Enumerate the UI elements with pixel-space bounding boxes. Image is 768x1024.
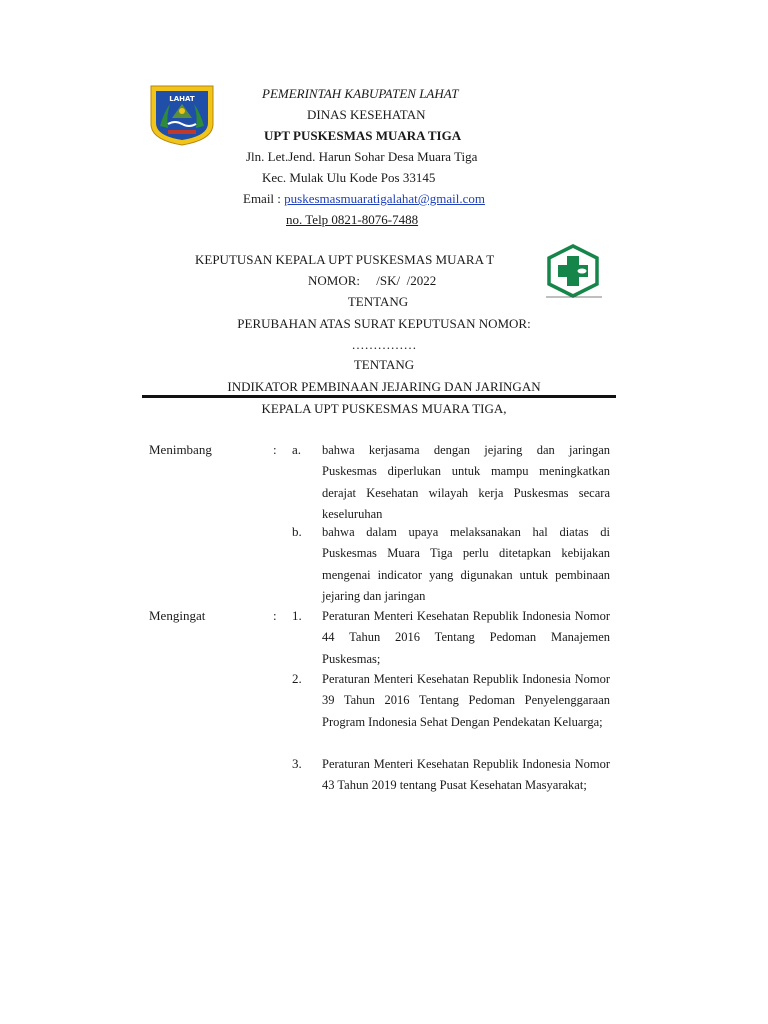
list-marker: 3.: [292, 756, 302, 771]
about-heading-2: TENTANG: [353, 357, 415, 372]
decree-subject: INDIKATOR PEMBINAAN JEJARING DAN JARINGAN: [227, 379, 541, 394]
puskesmas-cross-icon: [540, 242, 606, 300]
list-marker: b.: [292, 524, 302, 539]
mengingat-label: Mengingat: [149, 608, 206, 623]
issuing-authority: KEPALA UPT PUSKESMAS MUARA TIGA,: [261, 401, 507, 416]
menimbang-colon: :: [273, 442, 277, 457]
about-heading: TENTANG: [347, 294, 409, 309]
decree-title: KEPUTUSAN KEPALA UPT PUSKESMAS MUARA T: [195, 252, 495, 267]
amendment-line: PERUBAHAN ATAS SURAT KEPUTUSAN NOMOR:: [237, 316, 531, 331]
lahat-regency-logo: [148, 84, 216, 146]
svg-text:LAHAT: LAHAT: [169, 95, 195, 103]
list-marker: 2.: [292, 671, 302, 686]
menimbang-label: Menimbang: [149, 442, 212, 457]
menimbang-point-b: bahwa dalam upaya melaksanakan hal diatas di Puskesmas Muara Tiga perlu ditetapkan kebijakan mengenai indicator yang digunakan untuk pembinaan jejaring dan jaringan: [322, 525, 610, 603]
address-district: Kec. Mulak Ulu Kode Pos 33145: [262, 170, 436, 185]
department-name: DINAS KESEHATAN: [307, 107, 426, 122]
decree-number-placeholder: ……………: [351, 337, 417, 352]
mengingat-point-1: Peraturan Menteri Kesehatan Republik Indonesia Nomor 44 Tahun 2016 Tentang Pedoman Manajemen Puskesmas;: [322, 609, 610, 666]
list-marker: 1.: [292, 608, 302, 623]
menimbang-point-a: bahwa kerjasama dengan jejaring dan jaringan Puskesmas diperlukan untuk mampu meningkatkan derajat Kesehatan wilayah kerja Puskesmas secara keseluruhan: [322, 443, 610, 521]
title-divider: [142, 395, 616, 398]
address-street: Jln. Let.Jend. Harun Sohar Desa Muara Tiga: [246, 149, 478, 164]
email-link[interactable]: puskesmasmuaratigalahat@gmail.com: [284, 191, 485, 206]
puskesmas-logo: [540, 242, 606, 300]
mengingat-colon: :: [273, 608, 277, 623]
list-marker: a.: [292, 442, 302, 457]
phone-number: no. Telp 0821-8076-7488: [286, 212, 419, 227]
mengingat-point-3: Peraturan Menteri Kesehatan Republik Indonesia Nomor 43 Tahun 2019 tentang Pusat Kesehatan Masyarakat;: [322, 757, 610, 793]
decree-number: NOMOR: /SK/ /2022: [308, 273, 437, 288]
email-line: [243, 191, 485, 207]
mengingat-point-2: Peraturan Menteri Kesehatan Republik Indonesia Nomor 39 Tahun 2016 Tentang Pedoman Penyelenggaraan Program Indonesia Sehat Dengan Pendekatan Keluarga;: [322, 672, 610, 729]
government-name: PEMERINTAH KABUPATEN LAHAT: [262, 86, 459, 101]
unit-name: UPT PUSKESMAS MUARA TIGA: [264, 128, 462, 143]
email-label: Email :: [243, 191, 285, 206]
